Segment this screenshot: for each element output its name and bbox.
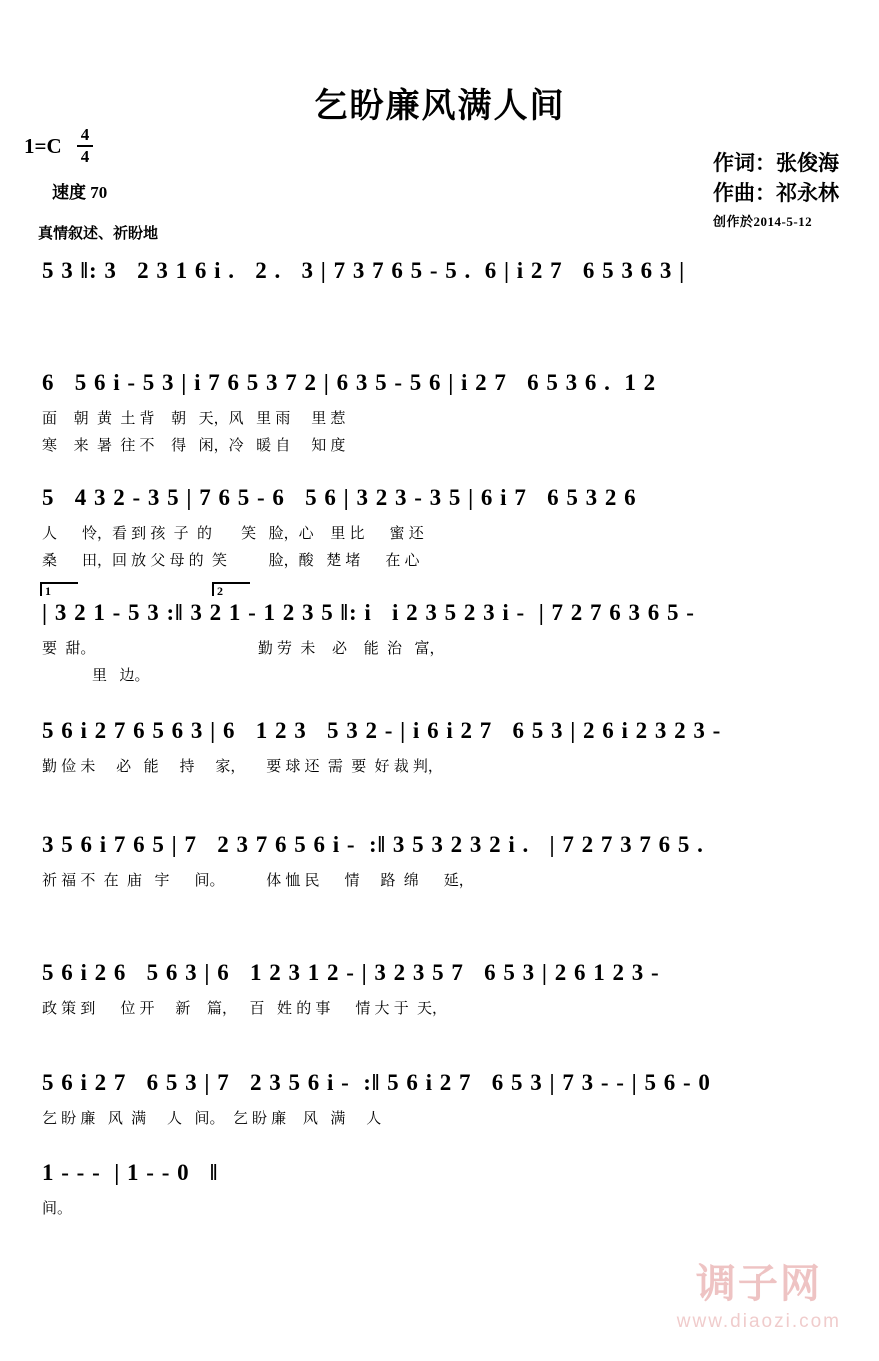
lyrics-line-verse1: 勤 俭 未 必 能 持 家， 要 球 还 需 要 好 裁 判， xyxy=(42,758,443,776)
watermark-site-name: 调子网 xyxy=(695,1262,822,1306)
music-system-7 xyxy=(42,960,842,1018)
music-system-1 xyxy=(42,258,842,283)
notation-line: 5 6 i 2 6 5 6 3 | 6 1 2 3 1 2 - | 3 2 3 5 7 6 5 3 | 2 6 1 2 3 - xyxy=(42,960,660,985)
composer-credit: 作曲：祁永林 xyxy=(713,181,839,206)
lyrics-line-verse1: 乞 盼 廉 风 满 人 间。 乞 盼 廉 风 满 人 xyxy=(42,1110,382,1128)
notation-line: 3 5 6 i 7 6 5 | 7 2 3 7 6 5 6 i - :‖ 3 5 3 2 3 2 i . | 7 2 7 3 7 6 5 . xyxy=(42,832,704,857)
lyrics-line-verse2: 桑 田，回 放 父 母 的 笑 脸，酸 楚 堵 在 心 xyxy=(42,552,420,570)
page-title: 乞盼廉风满人间 xyxy=(313,88,566,125)
volta-bracket-2: 2 xyxy=(212,582,250,596)
lyrics-line-verse1: 间。 xyxy=(42,1200,73,1218)
tempo-marking: 速度 70 xyxy=(52,183,108,202)
notation-line: 5 4 3 2 - 3 5 | 7 6 5 - 6 5 6 | 3 2 3 - 3 5 | 6 i 7 6 5 3 2 6 xyxy=(42,485,637,510)
expression-marking: 真情叙述、祈盼地 xyxy=(38,226,159,242)
notation-line: 5 6 i 2 7 6 5 6 3 | 6 1 2 3 5 3 2 - | i 6 i 2 7 6 5 3 | 2 6 i 2 3 2 3 - xyxy=(42,718,722,743)
lyricist-credit: 作词：张俊海 xyxy=(713,151,839,175)
notation-line: 6 5 6 i - 5 3 | i 7 6 5 3 7 2 | 6 3 5 - 5 6 | i 2 7 6 5 3 6 . 1 2 xyxy=(42,370,657,395)
lyrics-line-verse2: 里 边。 xyxy=(42,667,150,685)
notation-line: | 3 2 1 - 5 3 :‖ 3 2 1 - 1 2 3 5 ‖: i i 2 3 5 2 3 i - | 7 2 7 6 3 6 5 - xyxy=(42,600,695,625)
music-system-5 xyxy=(42,718,842,776)
meter-denominator: 4 xyxy=(80,146,90,166)
music-system-9 xyxy=(42,1160,842,1218)
lyrics-line-verse1: 政 策 到 位 开 新 篇， 百 姓 的 事 情 大 于 天， xyxy=(42,1000,448,1018)
notation-line: 1 - - - | 1 - - 0 ‖ xyxy=(42,1160,219,1185)
lyrics-line-verse1: 人 怜，看 到 孩 子 的 笑 脸，心 里 比 蜜 还 xyxy=(42,525,424,543)
site-watermark xyxy=(677,1252,841,1333)
music-system-8 xyxy=(42,1070,842,1128)
lyrics-line-verse1: 祈 福 不 在 庙 宇 间。 体 恤 民 情 路 绵 延， xyxy=(42,872,474,890)
watermark-site-url: www.diaozi.com xyxy=(676,1311,841,1332)
time-signature xyxy=(74,126,96,166)
lyrics-line-verse2: 寒 来 暑 往 不 得 闲，冷 暖 自 知 度 xyxy=(42,437,346,455)
volta-bracket-1: 1 xyxy=(40,582,78,596)
lyrics-line-verse1: 面 朝 黄 土 背 朝 天，风 里 雨 里 惹 xyxy=(42,410,346,428)
creation-date: 创作於2014-5-12 xyxy=(713,213,813,229)
notation-line: 5 3 ‖: 3 2 3 1 6 i . 2 . 3 | 7 3 7 6 5 - 5 . 6 | i 2 7 6 5 3 6 3 | xyxy=(42,258,686,283)
meter-numerator: 4 xyxy=(80,125,90,144)
notation-line: 5 6 i 2 7 6 5 3 | 7 2 3 5 6 i - :‖ 5 6 i 2 7 6 5 3 | 7 3 - - | 5 6 - 0 xyxy=(42,1070,711,1095)
credits-block xyxy=(713,148,839,232)
music-system-3 xyxy=(42,485,842,570)
key-signature: 1=C xyxy=(24,134,62,158)
lyrics-line-verse1: 要 甜。 勤 劳 未 必 能 治 富， xyxy=(42,640,445,658)
music-system-6 xyxy=(42,832,842,890)
music-system-4 xyxy=(42,584,842,685)
music-system-2 xyxy=(42,370,842,455)
